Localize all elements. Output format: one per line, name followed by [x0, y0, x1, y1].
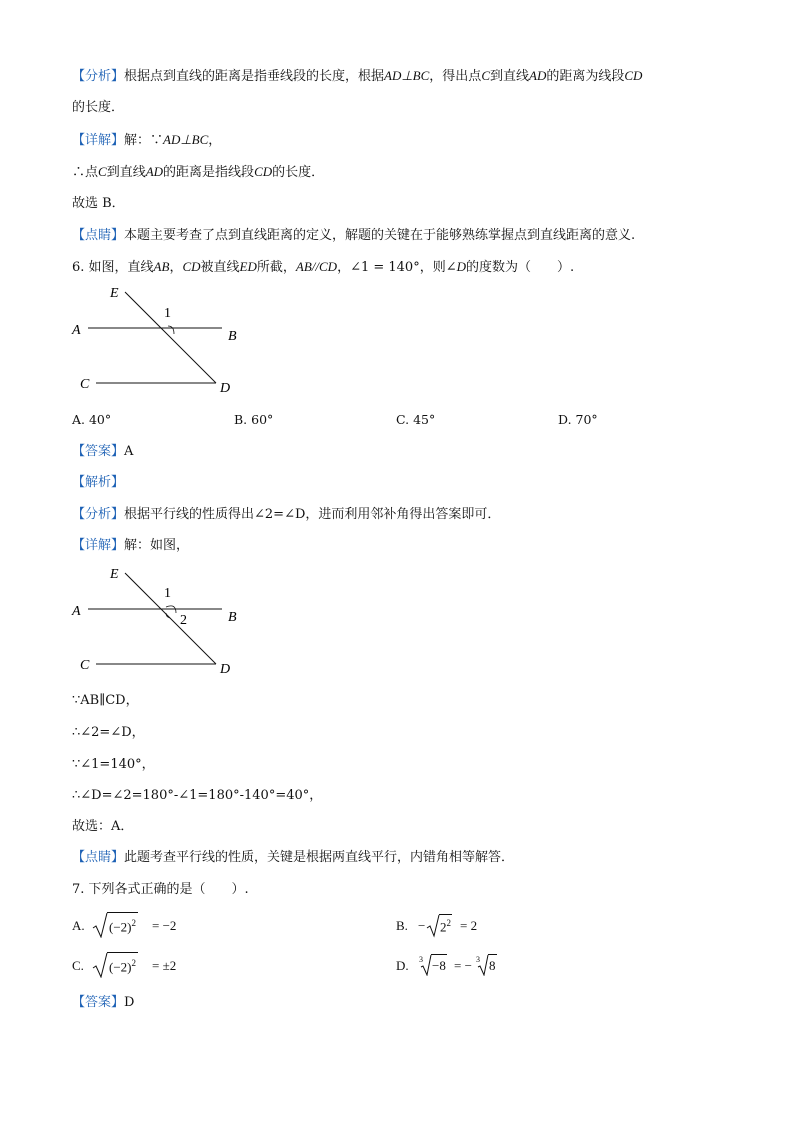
q6-choice: 故选：A． — [72, 819, 134, 834]
label-e-2: E — [110, 567, 119, 582]
comment-tag: 【点睛】 — [72, 228, 125, 243]
q6-jiexi: 【解析】 — [72, 475, 125, 490]
label-d-2: D — [220, 662, 231, 677]
label-b: B — [228, 329, 237, 344]
prev-comment-line: 【点睛】本题主要考查了点到直线距离的定义，解题的关键在于能够熟练掌握点到直线距离的意义. — [72, 228, 636, 243]
q6-option-d: D. 70° — [558, 412, 598, 427]
label-a-2: A — [72, 604, 81, 619]
q6-option-b: B. 60° — [234, 412, 274, 427]
q7-option-c: C. $(-2)^2$ = ±2 — [72, 952, 202, 982]
label-1-2: 1 — [164, 586, 171, 601]
q6-analysis: 【分析】根据平行线的性质得出∠2=∠D，进而利用邻补角得出答案即可． — [72, 507, 501, 522]
sqrt-sign-b — [426, 914, 440, 938]
sqrt-sign-a — [92, 912, 108, 938]
q6-step-3: ∵∠1=140°， — [72, 757, 155, 772]
q7-option-b: B. − $2^2$ = 2 — [396, 914, 506, 944]
detail-tag: 【详解】 — [72, 133, 125, 148]
prev-therefore-line: ∴点C到直线AD的距离是指线段CD的长度． — [72, 164, 325, 180]
q6-option-c: C. 45° — [396, 412, 436, 427]
q6-stem: 6. 如图，直线AB，CD被直线ED所截，AB//CD，∠1 = 140°，则∠D的度数为（ ）. — [72, 259, 575, 275]
q6-step-2: ∴∠2=∠D， — [72, 725, 145, 740]
label-a: A — [72, 323, 81, 338]
radicand-d1: −8 — [431, 954, 447, 974]
prev-analysis-line-1: 【分析】根据点到直线的距离是指垂线段的长度，根据AD⊥BC，得出点C到直线AD的距离为线段CD — [72, 68, 643, 84]
label-c: C — [80, 377, 90, 392]
label-e: E — [110, 286, 119, 301]
radicand-d2: 8 — [488, 954, 497, 974]
analysis-tag: 【分析】 — [72, 69, 125, 84]
q6-step-4: ∴∠D=∠2=180°-∠1=180°-140°=40°， — [72, 788, 323, 803]
radicand-c: $(-2)^2$ — [107, 952, 138, 975]
label-c-2: C — [80, 658, 90, 673]
angle-1-arc — [168, 326, 174, 334]
label-b-2: B — [228, 610, 237, 625]
q6-detail: 【详解】解：如图， — [72, 538, 190, 553]
label-1: 1 — [164, 306, 171, 321]
q6-step-1: ∵AB∥CD， — [72, 693, 139, 708]
label-d: D — [220, 381, 231, 396]
sqrt-sign-c — [92, 952, 108, 978]
q6-figure-1 — [70, 282, 260, 397]
q7-option-d: D. 3 −8 = − 3 8 — [396, 954, 536, 982]
q6-answer: 【答案】A — [72, 444, 134, 459]
q7-stem: 7. 下列各式正确的是（ ）. — [72, 882, 249, 897]
radicand-b: $2^2$ — [439, 914, 452, 935]
q6-comment: 【点睛】此题考查平行线的性质，关键是根据两直线平行，内错角相等解答． — [72, 850, 515, 865]
prev-detail-line: 【详解】解：∵AD⊥BC， — [72, 132, 222, 148]
prev-analysis-line-2: 的长度． — [72, 100, 125, 115]
radicand-a: $(-2)^2$ — [107, 912, 138, 935]
prev-choice-line: 故选 B． — [72, 196, 125, 211]
q7-answer: 【答案】D — [72, 995, 135, 1010]
label-2: 2 — [180, 613, 187, 628]
q6-option-a: A. 40° — [72, 412, 112, 427]
q7-option-a: A. $(-2)^2$ = −2 — [72, 912, 202, 942]
q6-figure-2 — [70, 563, 260, 678]
